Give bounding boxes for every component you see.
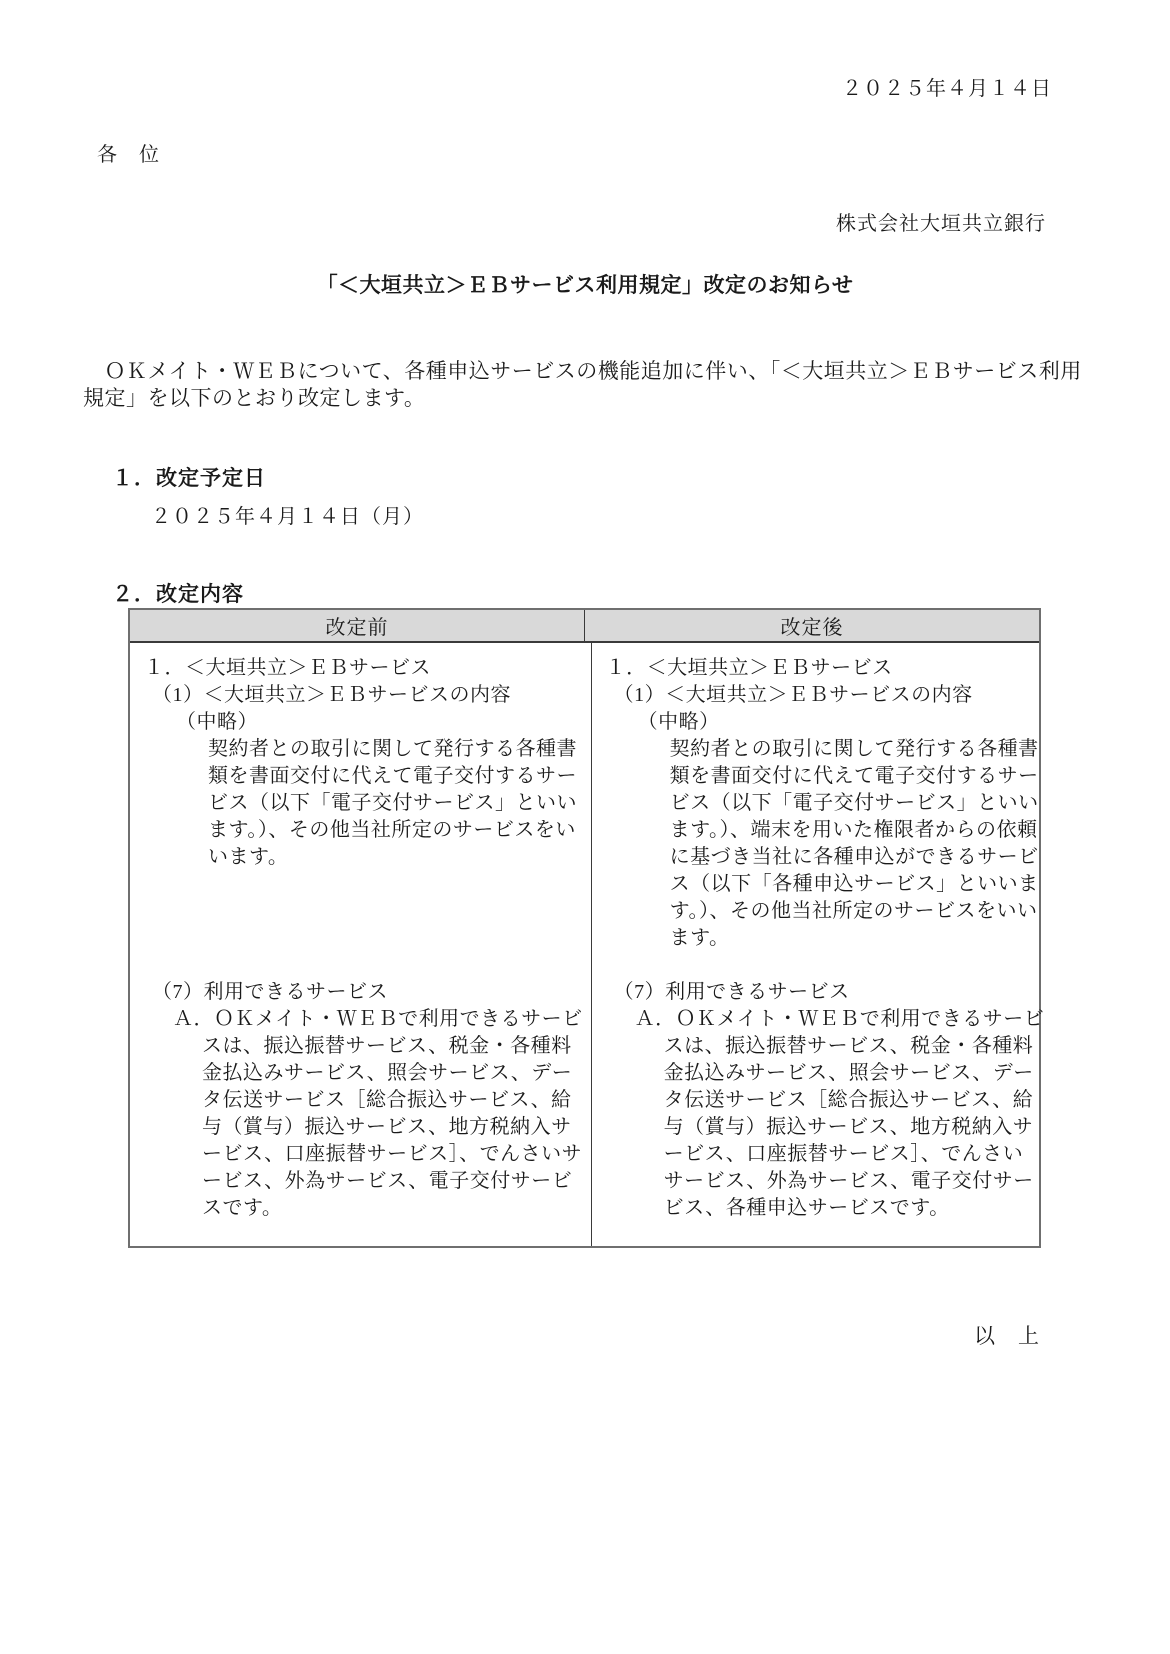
text-line: （中略） [176,711,258,733]
table-cell-after [592,643,1053,1246]
text-line [144,952,583,979]
document-date: ２０２５年４月１４日 [842,78,1052,100]
text-line: 類を書面交付に代えて電子交付するサー [208,765,577,787]
intro-paragraph [83,358,1082,412]
text-line: タ伝送サービス［総合振込サービス、給 [202,1089,572,1111]
text-line: す。）、その他当社所定のサービスをいい [669,900,1038,922]
text-line: Ａ．ＯＫメイト・ＷＥＢで利用できるサービ [173,1008,583,1030]
text-line: ビス、各種申込サービスです。 [663,1197,950,1219]
table-body-row [130,643,1045,1246]
text-line: 類を書面交付に代えて電子交付するサー [669,765,1039,787]
text-line: （中略） [637,711,720,733]
text-line: 契約者との取引に関して発行する各種書 [669,738,1039,760]
text-line: 規定」を以下のとおり改定します。 [83,386,426,410]
text-line: （7）利用できるサービス [613,981,850,1003]
text-line: スは、振込振替サービス、税金・各種料 [663,1035,1034,1057]
section1-body: ２０２５年４月１４日（月） [151,506,424,528]
text-line: 金払込みサービス、照会サービス、デー [663,1062,1034,1084]
table-cell-before [130,643,592,1246]
section2-heading: ２．改定内容 [112,583,244,606]
text-line: ビス（以下「電子交付サービス」といい [669,792,1039,814]
text-line: ービス、口座振替サービス］、でんさい [663,1143,1024,1165]
company-name: 株式会社大垣共立銀行 [836,213,1046,235]
table-header-before: 改定前 [130,610,585,641]
revision-comparison-table [128,608,1045,1248]
section1-heading: １．改定予定日 [112,467,266,490]
text-line: スです。 [202,1197,283,1219]
text-line: ービス、外為サービス、電子交付サービ [202,1170,573,1192]
text-line: （7）利用できるサービス [152,981,388,1003]
text-line: （1）＜大垣共立＞ＥＢサービスの内容 [613,684,973,706]
text-line: ます。）、その他当社所定のサービスをい [208,819,576,841]
text-line: に基づき当社に各種申込ができるサービ [669,846,1039,868]
text-line: 与（賞与）振込サービス、地方税納入サ [663,1116,1034,1138]
table-header-row [130,610,1039,643]
text-line [606,952,1045,979]
text-line: います。 [208,846,289,868]
text-line: ス（以下「各種申込サービス」といいま [669,873,1039,895]
text-line [144,871,583,898]
text-line: 与（賞与）振込サービス、地方税納入サ [202,1116,572,1138]
text-line: タ伝送サービス［総合振込サービス、給 [663,1089,1034,1111]
closing-mark: 以 上 [974,1324,1040,1348]
text-line: ービス、口座振替サービス］、でんさいサ [202,1143,583,1165]
text-line: Ａ．ＯＫメイト・ＷＥＢで利用できるサービ [634,1008,1045,1030]
table-header-after: 改定後 [780,617,844,639]
text-line: １．＜大垣共立＞ＥＢサービス [144,657,431,679]
text-line [144,898,583,925]
salutation: 各 位 [97,144,160,166]
text-line: 金払込みサービス、照会サービス、デー [202,1062,573,1084]
text-line [144,925,583,952]
text-line: ます。）、端末を用いた権限者からの依頼 [669,819,1038,841]
text-line: スは、振込振替サービス、税金・各種料 [202,1035,572,1057]
text-line: サービス、外為サービス、電子交付サー [663,1170,1034,1192]
document-title: 「＜大垣共立＞ＥＢサービス利用規定」改定のお知らせ [316,274,854,297]
text-line: １．＜大垣共立＞ＥＢサービス [605,657,893,679]
text-line: ビス（以下「電子交付サービス」といい [208,792,577,814]
text-line: 契約者との取引に関して発行する各種書 [208,738,577,760]
text-line: （1）＜大垣共立＞ＥＢサービスの内容 [152,684,511,706]
text-line: ＯＫメイト・ＷＥＢについて、各種申込サービスの機能追加に伴い、「＜大垣共立＞ＥＢサービス利用 [83,359,1082,383]
text-line: ます。 [669,927,730,949]
